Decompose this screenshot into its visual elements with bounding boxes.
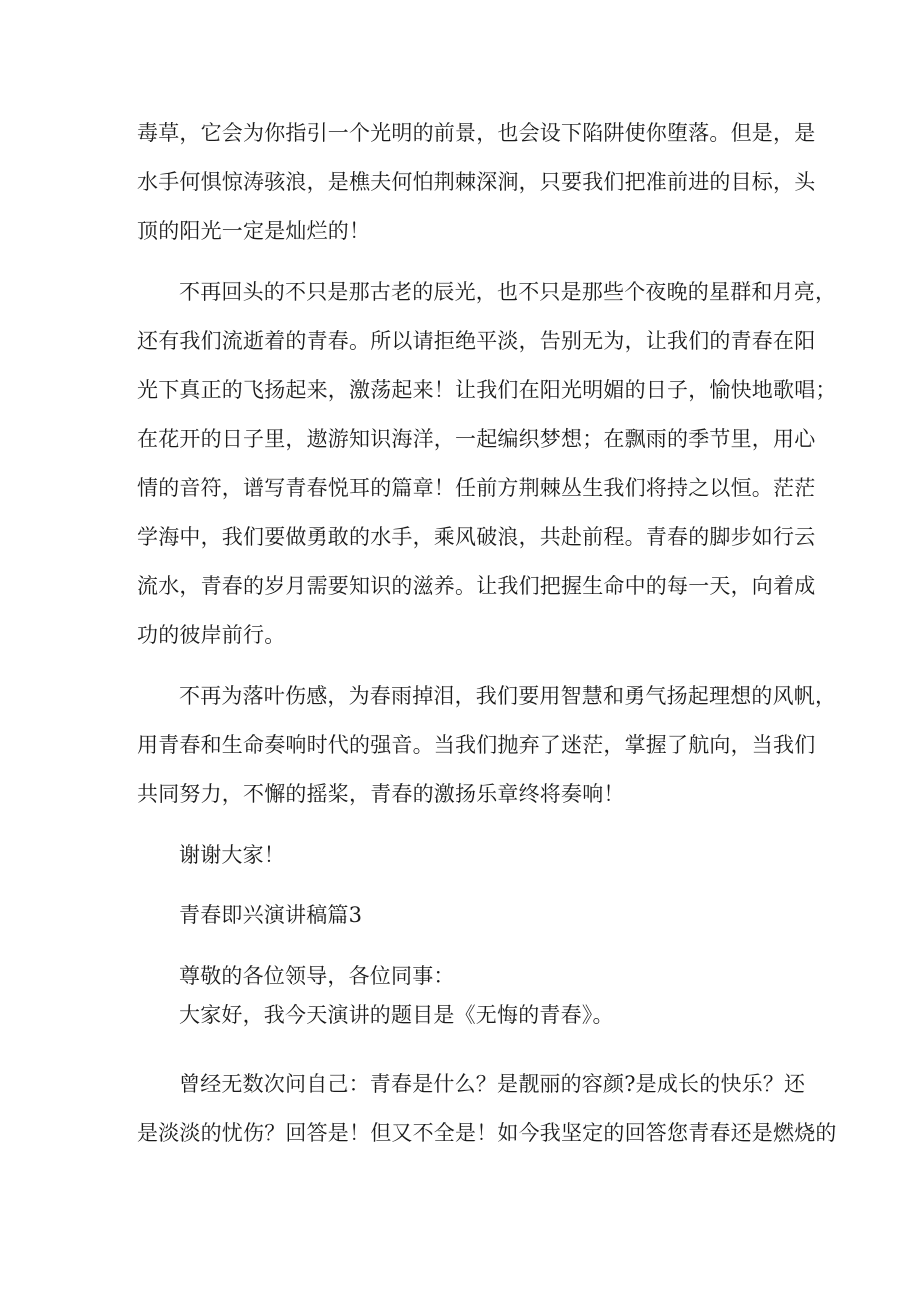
paragraph-2-line-7: 流水，青春的岁月需要知识的滋养。让我们把握生命中的每一天，向着成 bbox=[137, 574, 816, 598]
paragraph-1-line-3: 顶的阳光一定是灿烂的！ bbox=[137, 219, 371, 243]
closing-thanks: 谢谢大家！ bbox=[179, 843, 285, 867]
paragraph-6-line-2: 是淡淡的忧伤？回答是！但又不全是！如今我坚定的回答您青春还是燃烧的 bbox=[137, 1121, 837, 1145]
paragraph-3-line-2: 用青春和生命奏响时代的强音。当我们抛弃了迷茫，掌握了航向，当我们 bbox=[137, 733, 816, 757]
paragraph-3-line-3: 共同努力，不懈的摇桨，青春的激扬乐章终将奏响！ bbox=[137, 782, 625, 806]
paragraph-2-line-6: 学海中，我们要做勇敢的水手，乘风破浪，共赴前程。青春的脚步如行云 bbox=[137, 525, 816, 549]
speech-topic: 大家好，我今天演讲的题目是《无悔的青春》。 bbox=[179, 1003, 614, 1027]
paragraph-2-line-8: 功的彼岸前行。 bbox=[137, 623, 286, 647]
paragraph-2-line-1: 不再回头的不只是那古老的辰光，也不只是那些个夜晚的星群和月亮， bbox=[179, 280, 837, 304]
paragraph-2-line-2: 还有我们流逝着的青春。所以请拒绝平淡，告别无为，让我们的青春在阳 bbox=[137, 329, 816, 353]
paragraph-3-line-1: 不再为落叶伤感，为春雨掉泪，我们要用智慧和勇气扬起理想的风帆， bbox=[179, 684, 837, 708]
paragraph-2-line-5: 情的音符，谱写青春悦耳的篇章！任前方荆棘丛生我们将持之以恒。茫茫 bbox=[137, 476, 816, 500]
paragraph-1-line-1: 毒草，它会为你指引一个光明的前景，也会设下陷阱使你堕落。但是，是 bbox=[137, 121, 816, 145]
paragraph-6-line-1: 曾经无数次问自己：青春是什么？是靓丽的容颜?是成长的快乐？还 bbox=[179, 1072, 806, 1096]
section-heading: 青春即兴演讲稿篇3 bbox=[179, 903, 363, 927]
paragraph-2-line-3: 光下真正的飞扬起来，激荡起来！让我们在阳光明媚的日子，愉快地歌唱； bbox=[137, 378, 837, 402]
paragraph-2-line-4: 在花开的日子里，遨游知识海洋，一起编织梦想；在飘雨的季节里，用心 bbox=[137, 427, 816, 451]
paragraph-1-line-2: 水手何惧惊涛骇浪，是樵夫何怕荆棘深涧，只要我们把准前进的目标，头 bbox=[137, 170, 816, 194]
salutation: 尊敬的各位领导，各位同事： bbox=[179, 964, 455, 988]
